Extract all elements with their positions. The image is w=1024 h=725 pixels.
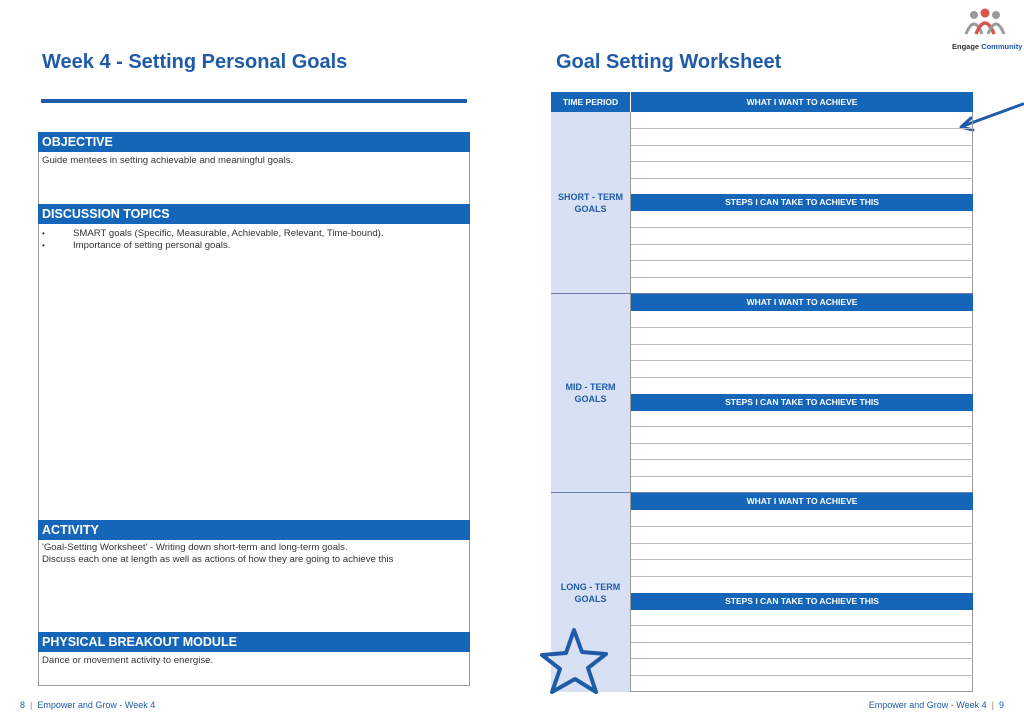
write-line	[631, 161, 973, 162]
page-number-left: 8	[20, 700, 26, 710]
write-line	[631, 675, 973, 676]
activity-line-1: 'Goal-Setting Worksheet' - Writing down short-term and long-term goals.	[42, 542, 348, 553]
people-icon	[952, 8, 1018, 36]
write-line	[631, 277, 973, 278]
footer-text-right: Empower and Grow - Week 4	[868, 700, 987, 710]
discussion-heading: DISCUSSION TOPICS	[38, 204, 470, 224]
discussion-box	[38, 224, 470, 521]
period-label: GOALS	[574, 394, 607, 404]
period-label: MID - TERM	[565, 382, 616, 392]
steps-header-long: STEPS I CAN TAKE TO ACHIEVE THIS	[631, 593, 973, 610]
goal-worksheet-table	[551, 92, 973, 692]
brand-logo	[952, 8, 1023, 51]
period-mid-term	[551, 294, 631, 492]
logo-word-2: Community	[981, 42, 1023, 51]
activity-text	[42, 542, 393, 566]
write-line	[631, 576, 973, 577]
list-item: • SMART goals (Specific, Measurable, Achievable, Relevant, Time-bound).	[42, 228, 384, 240]
write-line	[631, 543, 973, 544]
footer-text-left: Empower and Grow - Week 4	[37, 700, 156, 710]
write-line	[631, 426, 973, 427]
page-title-left: Week 4 - Setting Personal Goals	[42, 51, 348, 73]
achieve-header-mid: WHAT I WANT TO ACHIEVE	[631, 294, 973, 311]
write-line	[631, 344, 973, 345]
col-header-achieve: WHAT I WANT TO ACHIEVE	[631, 92, 973, 112]
page-number-right: 9	[998, 700, 1004, 710]
write-line	[631, 559, 973, 560]
write-line	[631, 625, 973, 626]
achieve-header-long: WHAT I WANT TO ACHIEVE	[631, 493, 973, 510]
footer-right: Empower and Grow - Week 4 | 9	[868, 700, 1004, 710]
write-line	[631, 377, 973, 378]
write-line	[631, 476, 973, 477]
write-line	[631, 658, 973, 659]
discussion-list	[42, 228, 384, 252]
write-line	[631, 244, 973, 245]
write-line	[631, 360, 973, 361]
list-item: • Importance of setting personal goals.	[42, 240, 384, 252]
period-label: GOALS	[574, 593, 607, 604]
breakout-text: Dance or movement activity to energise.	[42, 655, 214, 666]
objective-text: Guide mentees in setting achievable and meaningful goals.	[42, 155, 294, 166]
objective-heading: OBJECTIVE	[38, 132, 470, 152]
write-line	[631, 459, 973, 460]
steps-header-mid: STEPS I CAN TAKE TO ACHIEVE THIS	[631, 394, 973, 411]
period-short-term	[551, 112, 631, 293]
write-line	[631, 327, 973, 328]
period-label: GOALS	[574, 203, 607, 214]
period-label: LONG - TERM	[560, 581, 621, 592]
write-line	[631, 145, 973, 146]
star-doodle-icon	[538, 624, 612, 698]
write-line	[631, 526, 973, 527]
footer-left: 8 | Empower and Grow - Week 4	[20, 700, 156, 710]
col-header-period: TIME PERIOD	[551, 92, 631, 112]
breakout-heading: PHYSICAL BREAKOUT MODULE	[38, 632, 470, 652]
activity-line-2: Discuss each one at length as well as actions of how they are going to achieve this	[42, 554, 394, 565]
steps-header-short: STEPS I CAN TAKE TO ACHIEVE THIS	[631, 194, 973, 211]
period-label: SHORT - TERM	[558, 191, 623, 202]
write-line	[631, 443, 973, 444]
write-line	[631, 642, 973, 643]
write-line	[631, 260, 973, 261]
write-line	[631, 128, 973, 129]
title-underline	[41, 99, 467, 103]
write-line	[631, 227, 973, 228]
write-line	[631, 178, 973, 179]
activity-heading: ACTIVITY	[38, 520, 470, 540]
page-title-right: Goal Setting Worksheet	[556, 51, 782, 73]
logo-word-1: Engage	[952, 42, 980, 51]
